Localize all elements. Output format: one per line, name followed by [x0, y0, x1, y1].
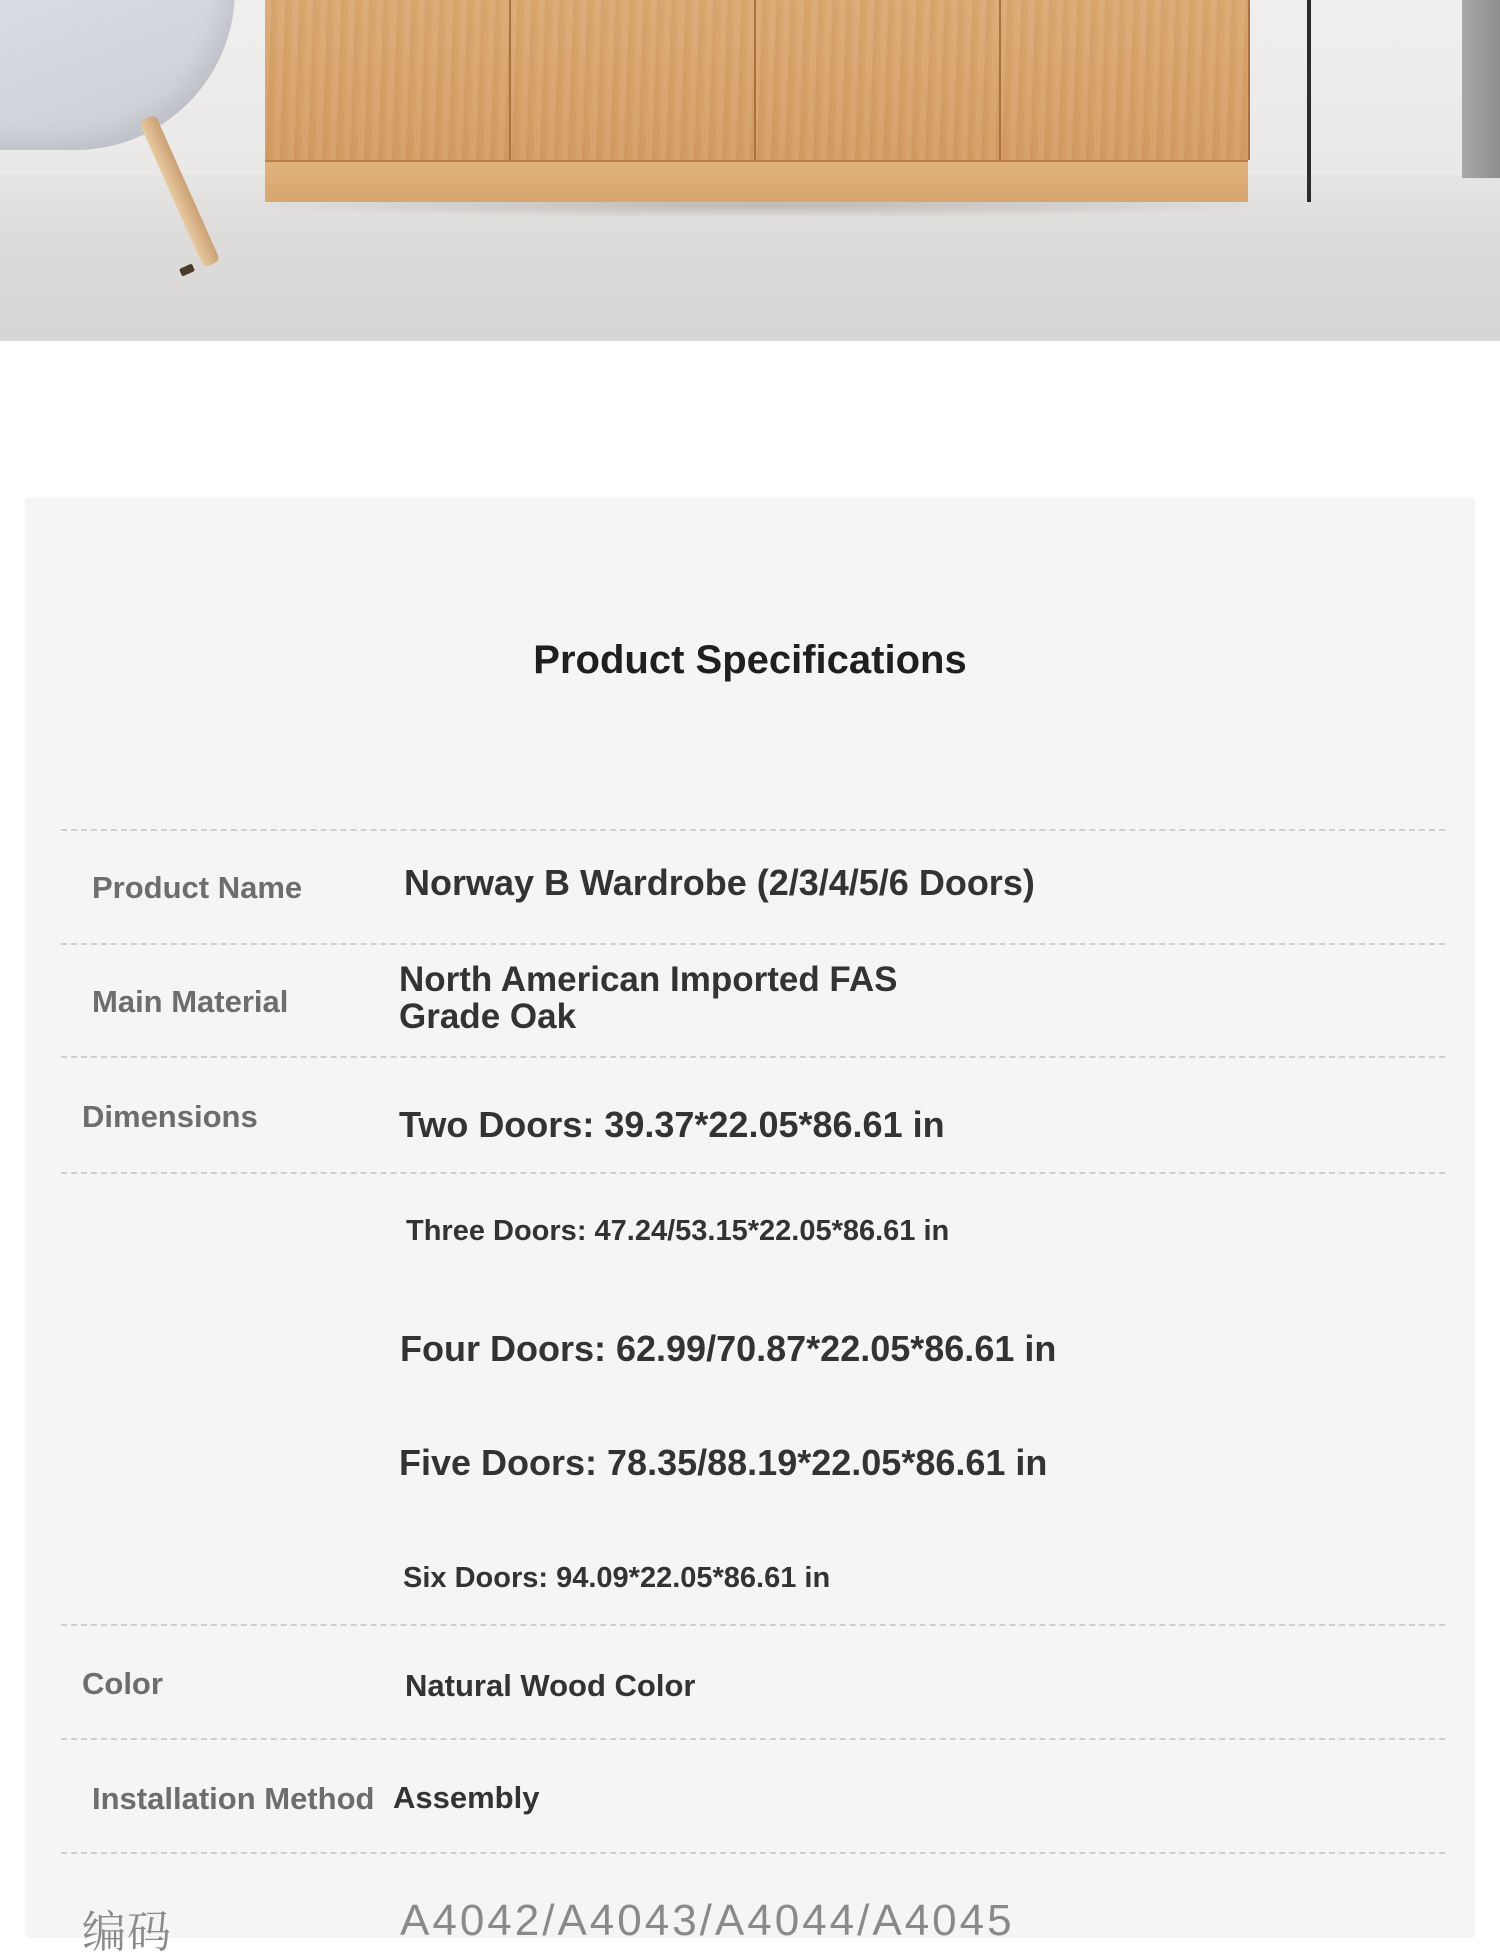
- specifications-title: Product Specifications: [533, 638, 967, 682]
- label-product-name: Product Name: [92, 870, 303, 905]
- label-main-material: Main Material: [92, 984, 289, 1019]
- row-divider: [61, 1738, 1445, 1740]
- label-dimensions: Dimensions: [82, 1099, 258, 1134]
- value-code: A4042/A4043/A4044/A4045: [400, 1896, 1015, 1945]
- side-cabinet: [1462, 0, 1500, 178]
- wardrobe-door: [265, 0, 511, 160]
- value-dimension-three-doors: Three Doors: 47.24/53.15*22.05*86.61 in: [406, 1215, 950, 1247]
- value-dimension-five-doors: Five Doors: 78.35/88.19*22.05*86.61 in: [399, 1442, 1048, 1483]
- row-divider: [61, 1172, 1445, 1174]
- row-divider: [61, 829, 1445, 831]
- label-installation-method: Installation Method: [92, 1781, 375, 1816]
- value-color: Natural Wood Color: [405, 1668, 696, 1703]
- label-color: Color: [82, 1666, 163, 1701]
- wardrobe-plinth: [265, 160, 1248, 202]
- value-dimension-four-doors: Four Doors: 62.99/70.87*22.05*86.61 in: [400, 1328, 1057, 1369]
- value-dimension-two-doors: Two Doors: 39.37*22.05*86.61 in: [399, 1104, 945, 1145]
- value-main-material: [399, 961, 898, 1035]
- wardrobe-door: [1001, 0, 1250, 160]
- product-photo: [0, 0, 1500, 341]
- value-product-name: Norway B Wardrobe (2/3/4/5/6 Doors): [404, 862, 1035, 903]
- armchair: [0, 0, 235, 150]
- value-dimension-six-doors: Six Doors: 94.09*22.05*86.61 in: [403, 1562, 831, 1594]
- row-divider: [61, 1852, 1445, 1854]
- row-divider: [61, 943, 1445, 945]
- label-code: 编码: [82, 1908, 172, 1957]
- row-divider: [61, 1056, 1445, 1058]
- value-main-material-line-1: North American Imported FAS: [399, 960, 898, 999]
- wardrobe-door: [511, 0, 756, 160]
- value-main-material-line-2: Grade Oak: [399, 997, 577, 1036]
- floor-lamp-pole: [1307, 0, 1311, 202]
- wardrobe-door: [756, 0, 1001, 160]
- value-installation-method: Assembly: [393, 1780, 540, 1815]
- row-divider: [61, 1624, 1445, 1626]
- specifications-card: [25, 498, 1475, 1957]
